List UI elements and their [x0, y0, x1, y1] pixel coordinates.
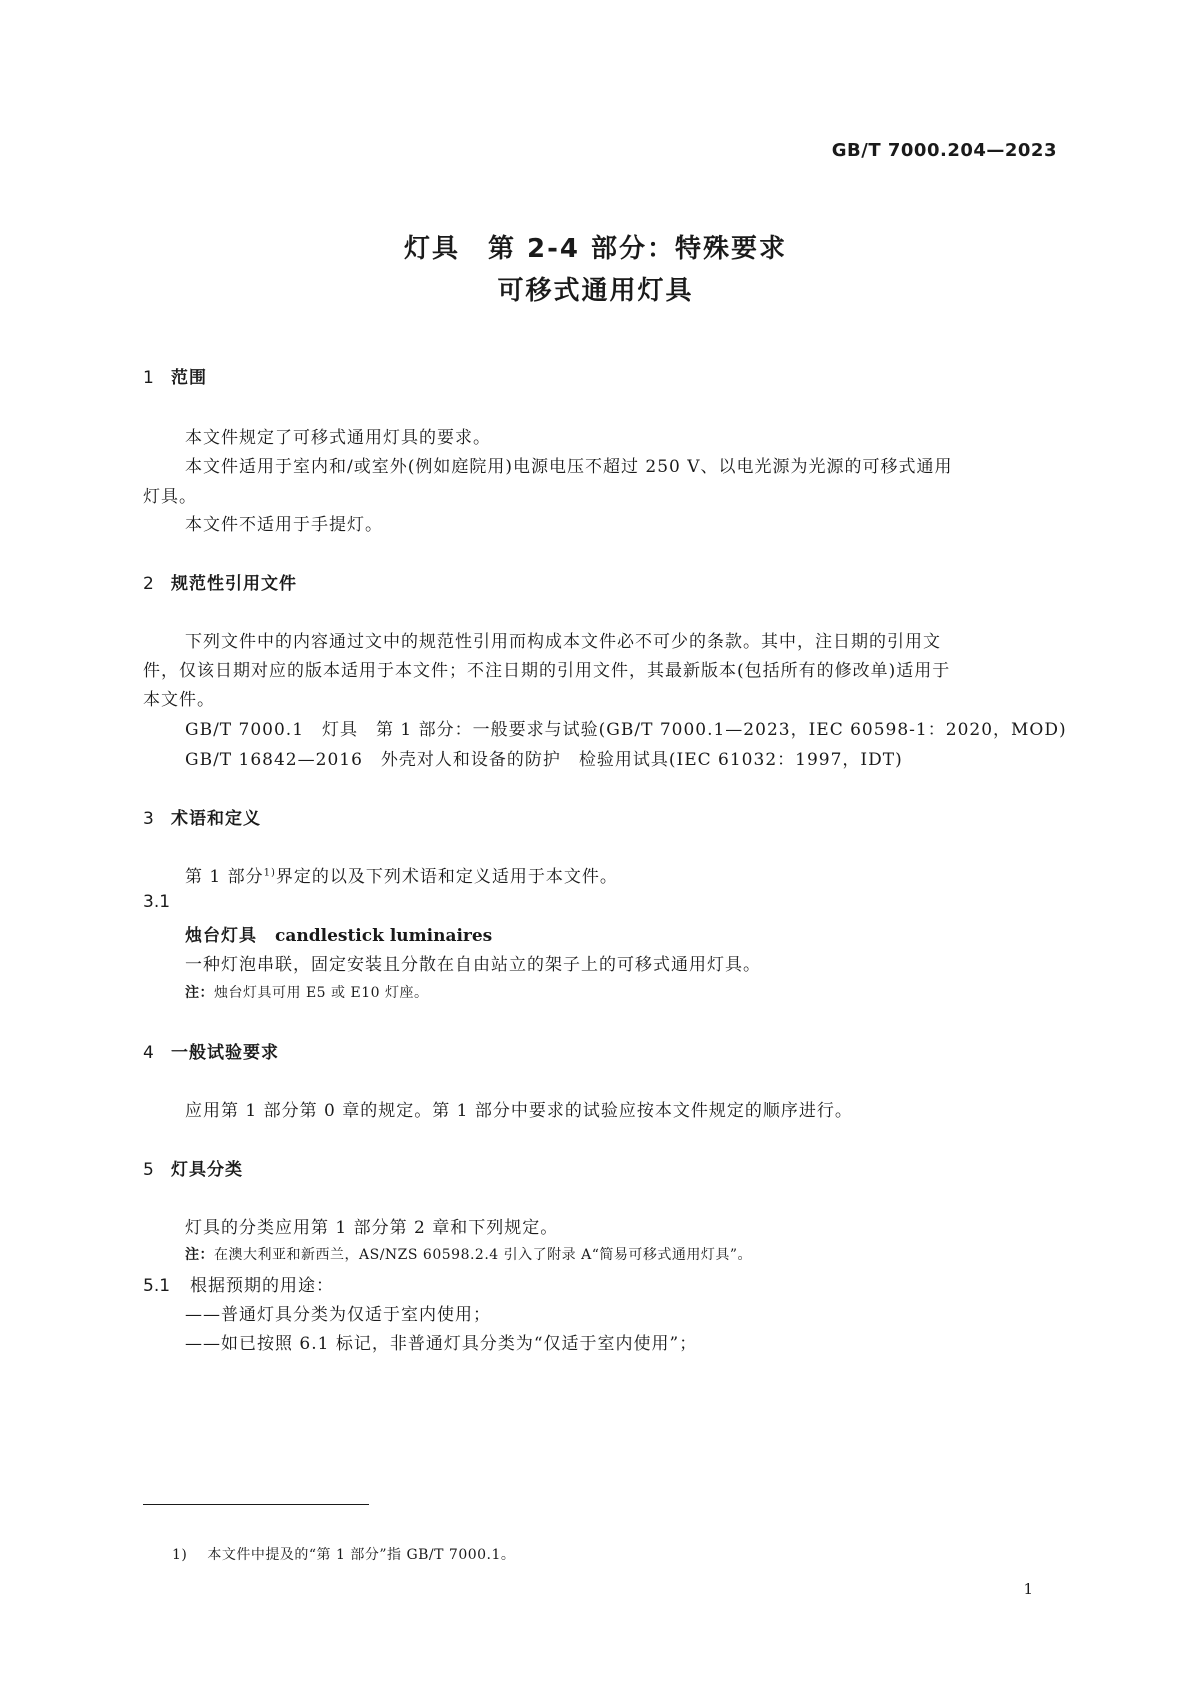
paragraph: [185, 862, 618, 887]
reference-item: GB/T 7000.1 灯具 第 1 部分：一般要求与试验(GB/T 7000.1—2023，IEC 60598-1：2020，MOD): [185, 720, 1067, 740]
section-2-heading: [143, 569, 297, 594]
footnote: [172, 1544, 515, 1564]
section-4-heading: [143, 1038, 279, 1063]
section-title: 灯具分类: [171, 1160, 243, 1180]
paragraph: 本文件适用于室内和/或室外(例如庭院用)电源电压不超过 250 V、以电光源为光源的可移式通用: [185, 457, 953, 477]
paragraph-continuation: 本文件。: [143, 690, 215, 710]
section-number: 3: [143, 809, 155, 829]
standard-number: GB/T 7000.204—2023: [831, 140, 1057, 161]
section-number: 2: [143, 574, 155, 594]
note: [185, 982, 428, 1002]
reference-item: GB/T 16842—2016 外壳对人和设备的防护 检验用试具(IEC 61032：1997，IDT): [185, 750, 903, 770]
paragraph: 本文件不适用于手提灯。: [185, 515, 383, 535]
term-chinese: 烛台灯具: [185, 926, 257, 946]
subclause-number: 5.1: [143, 1276, 171, 1296]
note: [185, 1244, 752, 1264]
paragraph: 下列文件中的内容通过文中的规范性引用而构成本文件必不可少的条款。其中，注日期的引用文: [185, 632, 941, 652]
paragraph: 灯具的分类应用第 1 部分第 2 章和下列规定。: [185, 1218, 559, 1238]
note-text: 烛台灯具可用 E5 或 E10 灯座。: [214, 985, 429, 1001]
subclause-number: 3.1: [143, 892, 171, 912]
section-title: 术语和定义: [171, 809, 261, 829]
paragraph-continuation: 灯具。: [143, 487, 197, 507]
text: 界定的以及下列术语和定义适用于本文件。: [275, 867, 618, 887]
note-text: 在澳大利亚和新西兰，AS/NZS 60598.2.4 引入了附录 A“简易可移式通用灯具”。: [214, 1247, 753, 1263]
section-number: 5: [143, 1160, 155, 1180]
note-label: 注：: [185, 985, 214, 1001]
list-item: ——如已按照 6.1 标记，非普通灯具分类为“仅适于室内使用”；: [185, 1334, 698, 1354]
paragraph-continuation: 件，仅该日期对应的版本适用于本文件；不注日期的引用文件，其最新版本(包括所有的修改单)适用于: [143, 661, 951, 681]
document-title-line2: 可移式通用灯具: [497, 276, 694, 306]
section-number: 4: [143, 1043, 155, 1063]
footnote-ref: 1): [263, 867, 276, 879]
subclause-5-1: [143, 1271, 334, 1296]
section-5-heading: [143, 1155, 243, 1180]
paragraph: 应用第 1 部分第 0 章的规定。第 1 部分中要求的试验应按本文件规定的顺序进行。: [185, 1101, 853, 1121]
section-3-heading: [143, 804, 261, 829]
footnote-mark: 1): [172, 1547, 188, 1563]
section-title: 一般试验要求: [171, 1043, 279, 1063]
term-entry: [185, 921, 492, 946]
document-title-line1: 灯具 第 2-4 部分：特殊要求: [403, 234, 788, 264]
section-1-heading: [143, 363, 207, 388]
term-english: candlestick luminaires: [275, 926, 493, 946]
subclause-text: 根据预期的用途：: [190, 1276, 335, 1296]
note-label: 注：: [185, 1247, 214, 1263]
term-definition: 一种灯泡串联，固定安装且分散在自由站立的架子上的可移式通用灯具。: [185, 955, 761, 975]
section-number: 1: [143, 368, 155, 388]
list-item: ——普通灯具分类为仅适于室内使用；: [185, 1305, 491, 1325]
paragraph: 本文件规定了可移式通用灯具的要求。: [185, 428, 491, 448]
footnote-separator: [143, 1504, 369, 1505]
footnote-text: 本文件中提及的“第 1 部分”指 GB/T 7000.1。: [207, 1547, 516, 1563]
section-title: 规范性引用文件: [171, 574, 297, 594]
page-number: 1: [1023, 1580, 1033, 1598]
section-title: 范围: [171, 368, 207, 388]
text: 第 1 部分: [185, 867, 264, 887]
